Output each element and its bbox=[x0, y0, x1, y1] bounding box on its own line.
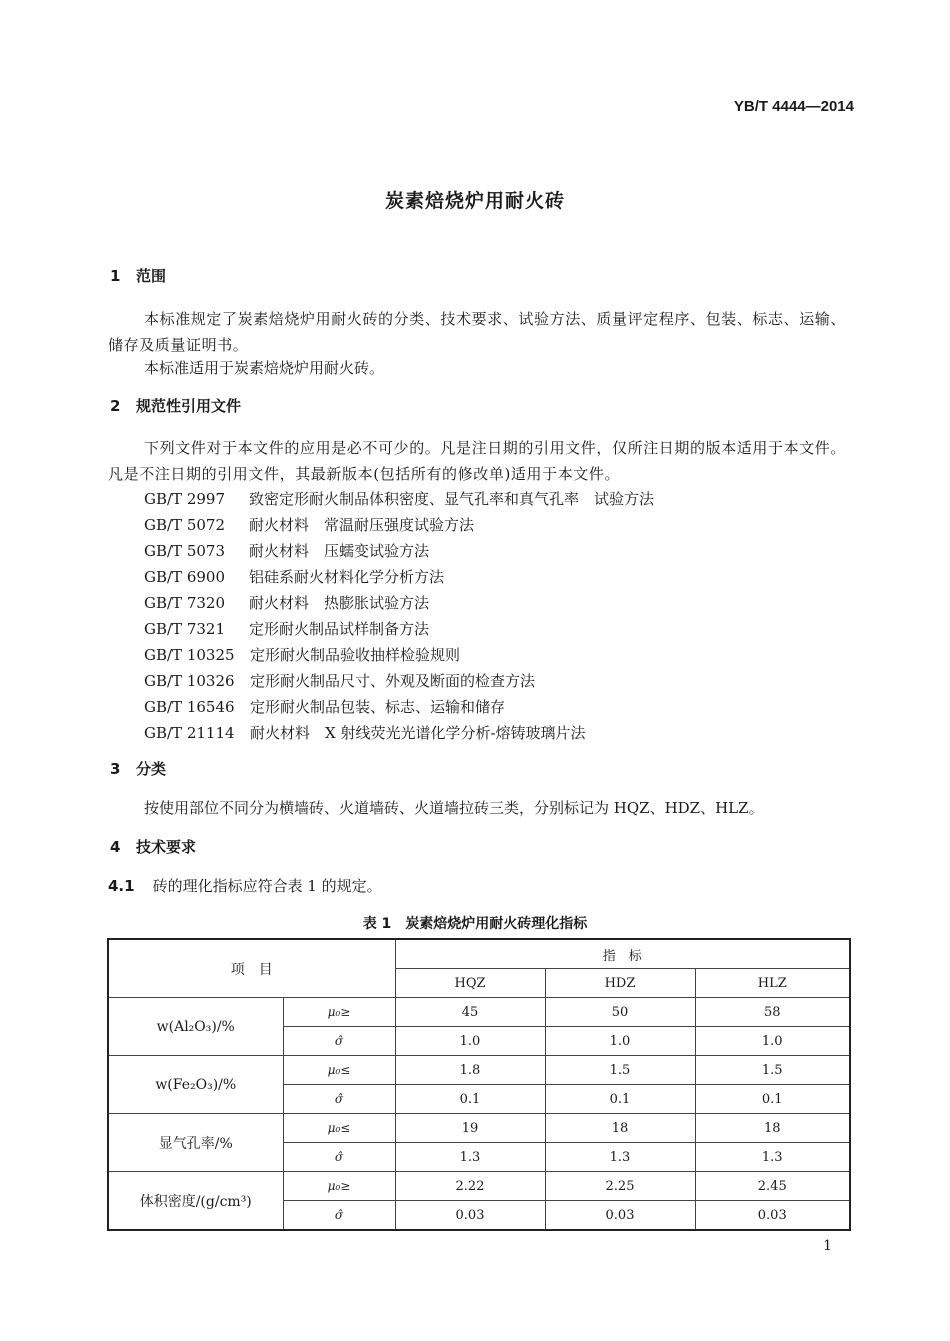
reference-item bbox=[144, 668, 654, 694]
table-header-row bbox=[108, 939, 850, 969]
table-caption: 表 1 炭素焙烧炉用耐火砖理化指标 bbox=[362, 916, 588, 932]
stat-symbol: σ̂ bbox=[283, 1027, 395, 1056]
properties-table bbox=[107, 938, 851, 1231]
cell-value: 1.5 bbox=[545, 1056, 695, 1085]
stat-symbol: σ̂ bbox=[283, 1143, 395, 1172]
cell-value: 0.1 bbox=[695, 1085, 850, 1114]
reference-name: 定形耐火制品尺寸、外观及断面的检查方法 bbox=[250, 672, 536, 690]
reference-name: 定形耐火制品试样制备方法 bbox=[249, 620, 430, 638]
cell-value: 0.03 bbox=[695, 1201, 850, 1231]
column-header: HLZ bbox=[695, 969, 850, 998]
scope-paragraph-1: 本标准规定了炭素焙烧炉用耐火砖的分类、技术要求、试验方法、质量评定程序、包装、标志、运输、储存及质量证明书。 bbox=[108, 310, 847, 354]
reference-item bbox=[144, 590, 654, 616]
reference-name: 耐火材料 热膨胀试验方法 bbox=[249, 594, 430, 612]
classification-paragraph: 按使用部位不同分为横墙砖、火道墙砖、火道墙拉砖三类，分别标记为 HQZ、HDZ、HLZ。 bbox=[144, 799, 764, 817]
reference-item bbox=[144, 486, 654, 512]
reference-name: 耐火材料 常温耐压强度试验方法 bbox=[249, 516, 475, 534]
table-row bbox=[108, 1056, 850, 1085]
cell-value: 0.03 bbox=[545, 1201, 695, 1231]
reference-code: GB/T 6900 bbox=[144, 568, 226, 586]
stat-symbol: σ̂ bbox=[283, 1085, 395, 1114]
reference-item bbox=[144, 616, 654, 642]
cell-value: 0.03 bbox=[395, 1201, 545, 1231]
cell-value: 2.22 bbox=[395, 1172, 545, 1201]
stat-symbol: μ₀≤ bbox=[283, 1114, 395, 1143]
reference-name: 定形耐火制品包装、标志、运输和储存 bbox=[250, 698, 506, 716]
section-number: 1 bbox=[110, 267, 121, 285]
reference-name: 耐火材料 压蠕变试验方法 bbox=[249, 542, 430, 560]
section-4-heading bbox=[110, 836, 196, 857]
reference-code: GB/T 5072 bbox=[144, 516, 226, 534]
reference-name: 铝硅系耐火材料化学分析方法 bbox=[249, 568, 445, 586]
cell-value: 0.1 bbox=[395, 1085, 545, 1114]
clause-4-1 bbox=[108, 875, 382, 896]
cell-value: 2.25 bbox=[545, 1172, 695, 1201]
stat-symbol: σ̂ bbox=[283, 1201, 395, 1231]
section-number: 2 bbox=[110, 397, 121, 415]
column-header: HDZ bbox=[545, 969, 695, 998]
section-title: 技术要求 bbox=[136, 838, 197, 856]
cell-value: 58 bbox=[695, 998, 850, 1027]
table-row bbox=[108, 1114, 850, 1143]
reference-item bbox=[144, 564, 654, 590]
cell-value: 1.0 bbox=[545, 1027, 695, 1056]
reference-name: 耐火材料 X 射线荧光光谱化学分析-熔铸玻璃片法 bbox=[250, 724, 586, 742]
section-number: 3 bbox=[110, 760, 121, 778]
cell-value: 1.8 bbox=[395, 1056, 545, 1085]
reference-code: GB/T 2997 bbox=[144, 490, 226, 508]
cell-value: 0.1 bbox=[545, 1085, 695, 1114]
reference-code: GB/T 7321 bbox=[144, 620, 226, 638]
row-label: w(Al₂O₃)/% bbox=[108, 998, 283, 1056]
document-number: YB/T 4444—2014 bbox=[733, 98, 854, 115]
stat-symbol: μ₀≥ bbox=[283, 1172, 395, 1201]
reference-item bbox=[144, 642, 654, 668]
cell-value: 1.3 bbox=[695, 1143, 850, 1172]
cell-value: 50 bbox=[545, 998, 695, 1027]
reference-item bbox=[144, 720, 654, 746]
section-title: 规范性引用文件 bbox=[136, 397, 242, 415]
scope-paragraph-2: 本标准适用于炭素焙烧炉用耐火砖。 bbox=[144, 359, 385, 377]
section-title: 范围 bbox=[136, 267, 167, 285]
reference-item bbox=[144, 694, 654, 720]
cell-value: 19 bbox=[395, 1114, 545, 1143]
references-intro: 下列文件对于本文件的应用是必不可少的。凡是注日期的引用文件，仅所注日期的版本适用于本文件。凡是不注日期的引用文件，其最新版本(包括所有的修改单)适用于本文件。 bbox=[108, 439, 847, 483]
cell-value: 2.45 bbox=[695, 1172, 850, 1201]
table-row bbox=[108, 998, 850, 1027]
cell-value: 1.5 bbox=[695, 1056, 850, 1085]
table-row bbox=[108, 1172, 850, 1201]
section-2-heading bbox=[110, 395, 241, 416]
reference-code: GB/T 5073 bbox=[144, 542, 226, 560]
row-label: 体积密度/(g/cm³) bbox=[108, 1172, 283, 1231]
cell-value: 18 bbox=[545, 1114, 695, 1143]
reference-code: GB/T 21114 bbox=[144, 724, 235, 742]
cell-value: 1.3 bbox=[395, 1143, 545, 1172]
row-label: w(Fe₂O₃)/% bbox=[108, 1056, 283, 1114]
stat-symbol: μ₀≥ bbox=[283, 998, 395, 1027]
reference-name: 致密定形耐火制品体积密度、显气孔率和真气孔率 试验方法 bbox=[249, 490, 655, 508]
column-header: HQZ bbox=[395, 969, 545, 998]
reference-code: GB/T 16546 bbox=[144, 698, 235, 716]
reference-item bbox=[144, 512, 654, 538]
clause-text: 砖的理化指标应符合表 1 的规定。 bbox=[152, 877, 382, 895]
reference-code: GB/T 10325 bbox=[144, 646, 235, 664]
page-title: 炭素焙烧炉用耐火砖 bbox=[384, 190, 565, 212]
reference-list bbox=[144, 486, 654, 746]
cell-value: 45 bbox=[395, 998, 545, 1027]
section-3-heading bbox=[110, 758, 166, 779]
clause-number: 4.1 bbox=[108, 877, 135, 895]
header-item: 项 目 bbox=[108, 939, 395, 998]
cell-value: 18 bbox=[695, 1114, 850, 1143]
header-index: 指 标 bbox=[395, 939, 850, 969]
stat-symbol: μ₀≤ bbox=[283, 1056, 395, 1085]
cell-value: 1.0 bbox=[395, 1027, 545, 1056]
reference-code: GB/T 7320 bbox=[144, 594, 226, 612]
section-title: 分类 bbox=[136, 760, 167, 778]
row-label: 显气孔率/% bbox=[108, 1114, 283, 1172]
reference-item bbox=[144, 538, 654, 564]
page-number: 1 bbox=[823, 1238, 832, 1254]
section-1-heading bbox=[110, 265, 166, 286]
reference-name: 定形耐火制品验收抽样检验规则 bbox=[250, 646, 461, 664]
reference-code: GB/T 10326 bbox=[144, 672, 235, 690]
cell-value: 1.3 bbox=[545, 1143, 695, 1172]
cell-value: 1.0 bbox=[695, 1027, 850, 1056]
section-number: 4 bbox=[110, 838, 121, 856]
